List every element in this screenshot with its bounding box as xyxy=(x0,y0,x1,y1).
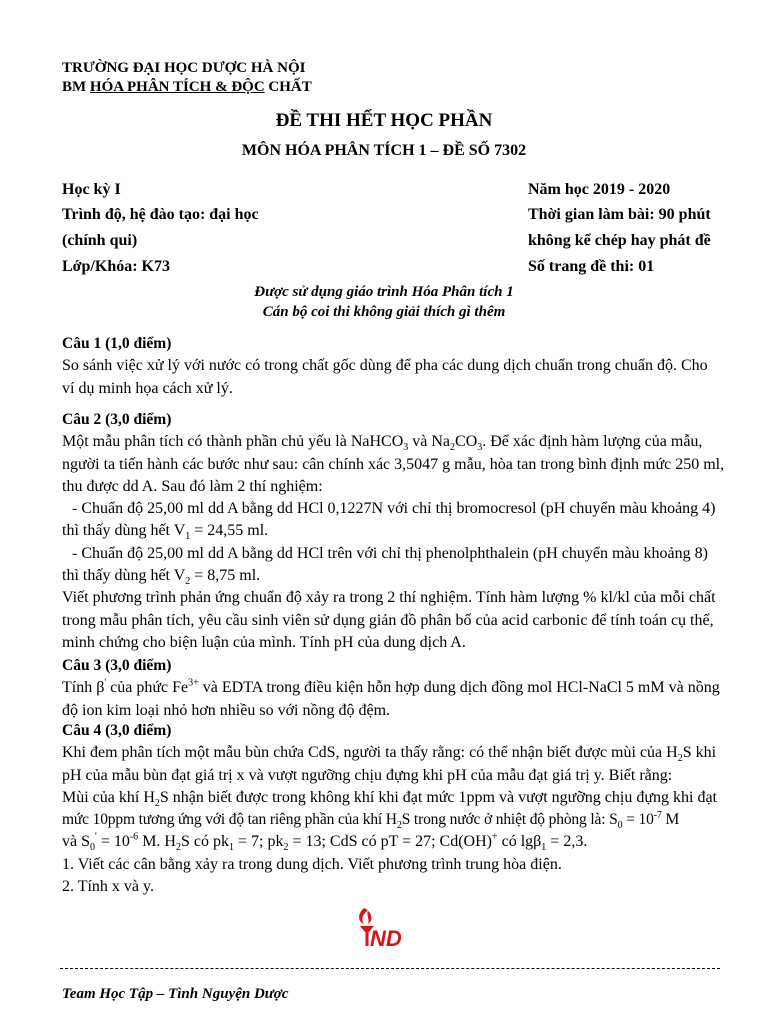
question-3-heading: Câu 3 (3,0 điểm) xyxy=(62,657,172,674)
question-1-heading: Câu 1 (1,0 điểm) xyxy=(62,335,172,352)
question-2 xyxy=(62,409,726,654)
logo-text: ND xyxy=(370,926,402,950)
footer-divider xyxy=(60,968,720,969)
question-4-heading: Câu 4 (3,0 điểm) xyxy=(62,722,172,739)
info-regular: (chính qui) xyxy=(62,232,138,249)
torch-icon xyxy=(354,906,416,950)
question-4-line: Khi đem phân tích một mẫu bùn chứa CdS, người ta thấy rằng: có thể nhận biết được mùi của $H_2S$ khi xyxy=(62,744,717,765)
exam-subtitle: MÔN HÓA PHÂN TÍCH 1 – ĐỀ SỐ 7302 xyxy=(241,142,527,159)
question-4-item-2: 2. Tính x và y. xyxy=(62,878,154,896)
department-name: BM HÓA PHÂN TÍCH & ĐỘC CHẤT xyxy=(62,79,312,95)
info-pages: Số trang đề thi: 01 xyxy=(528,258,655,275)
info-duration-note: không kể chép hay phát đề xyxy=(528,232,711,249)
question-2-line: thì thấy dùng hết $V_2 = 8,75$ ml. xyxy=(62,567,261,588)
info-semester: Học kỳ I xyxy=(62,181,121,198)
info-duration: Thời gian làm bài: 90 phút xyxy=(528,206,711,223)
nd-logo xyxy=(354,906,416,950)
question-3 xyxy=(62,655,726,722)
question-2-heading: Câu 2 (3,0 điểm) xyxy=(62,411,172,428)
question-4 xyxy=(62,720,726,898)
question-3-line: Tính β' của phức $Fe^{3+}$ và EDTA trong điều kiện hỗn hợp dung dịch đồng mol HCl-NaCl 5 mM và nồng xyxy=(62,677,720,697)
info-year: Năm học 2019 - 2020 xyxy=(528,181,671,198)
question-4-line: Mùi của khí $H_2S$ nhận biết được trong không khí khi đạt mức 1ppm và vượt ngưỡng chịu đựng khi đạt xyxy=(62,788,717,810)
info-class: Lớp/Khóa: K73 xyxy=(62,258,170,275)
question-1 xyxy=(62,333,726,400)
question-2-line: minh chứng cho biện luận của mình. Tính pH của dung dịch A. xyxy=(62,633,466,651)
question-2-line: trong mẫu phân tích, yêu cầu sinh viên sử dụng giản đồ phân bố của acid carbonic để tính toán cụ thể, xyxy=(62,611,714,629)
question-4-line: và $S_0' = 10^{-6}$ M. $H_2S$ có $pk_1 = 7$; $pk_2 = 13$; CdS có pT = 27; Cd(OH)+ có lgβ$_1$ = 2,3. xyxy=(62,832,588,854)
question-4-line: mức 10ppm tương ứng với độ tan riêng phần của khí $H_2S$ trong nước ở nhiệt độ phòng là: $S_0 = 10^{-7}$ M xyxy=(62,810,680,832)
question-2-experiment-2: - Chuẩn độ 25,00 ml dd A bằng dd HCl trên với chỉ thị phenolphthalein (pH chuyển màu khoảng 8) xyxy=(72,544,708,562)
exam-title: ĐỀ THI HẾT HỌC PHẦN xyxy=(275,110,493,131)
question-2-line: người ta tiến hành các bước như sau: cân chính xác 3,5047 g mẫu, hòa tan trong bình định mức 250 ml, xyxy=(62,455,725,473)
note-proctor: Cán bộ coi thi không giải thích gì thêm xyxy=(262,304,506,320)
question-3-line: độ ion kim loại nhỏ hơn nhiều so với nồng độ đệm. xyxy=(62,701,391,719)
question-4-line: pH của mẫu bùn đạt giá trị x và vượt ngưỡng chịu đựng khi pH của mẫu đạt giá trị y. Biết rằng: xyxy=(62,766,673,784)
question-1-line: So sánh việc xử lý với nước có trong chất gốc dùng để pha các dung dịch chuẩn trong chuẩn độ. Cho xyxy=(62,357,708,375)
question-1-line: ví dụ minh họa cách xử lý. xyxy=(62,379,233,397)
question-2-line: Viết phương trình phản ứng chuẩn độ xảy ra trong 2 thí nghiệm. Tính hàm lượng % kl/kl của mỗi chất xyxy=(62,589,716,607)
school-name: TRƯỜNG ĐẠI HỌC DƯỢC HÀ NỘI xyxy=(62,60,306,76)
note-textbook: Được sử dụng giáo trình Hóa Phân tích 1 xyxy=(254,284,514,300)
question-2-line: Một mẫu phân tích có thành phần chủ yếu là NaHCO$_3$ và $Na_2CO_3$. Để xác định hàm lượng của mẫu, xyxy=(62,433,703,454)
question-2-line: thu được dd A. Sau đó làm 2 thí nghiệm: xyxy=(62,477,323,495)
question-2-line: thì thấy dùng hết $V_1 = 24,55$ ml. xyxy=(62,522,269,543)
question-4-item-1: 1. Viết các cân bằng xảy ra trong dung dịch. Viết phương trình trung hòa điện. xyxy=(62,855,562,873)
question-2-experiment-1: - Chuẩn độ 25,00 ml dd A bằng dd HCl 0,1227N với chỉ thị bromocresol (pH chuyển màu khoảng 4) xyxy=(72,500,716,518)
footer-team: Team Học Tập – Tình Nguyện Dược xyxy=(62,986,289,1002)
info-level: Trình độ, hệ đào tạo: đại học xyxy=(62,206,259,223)
